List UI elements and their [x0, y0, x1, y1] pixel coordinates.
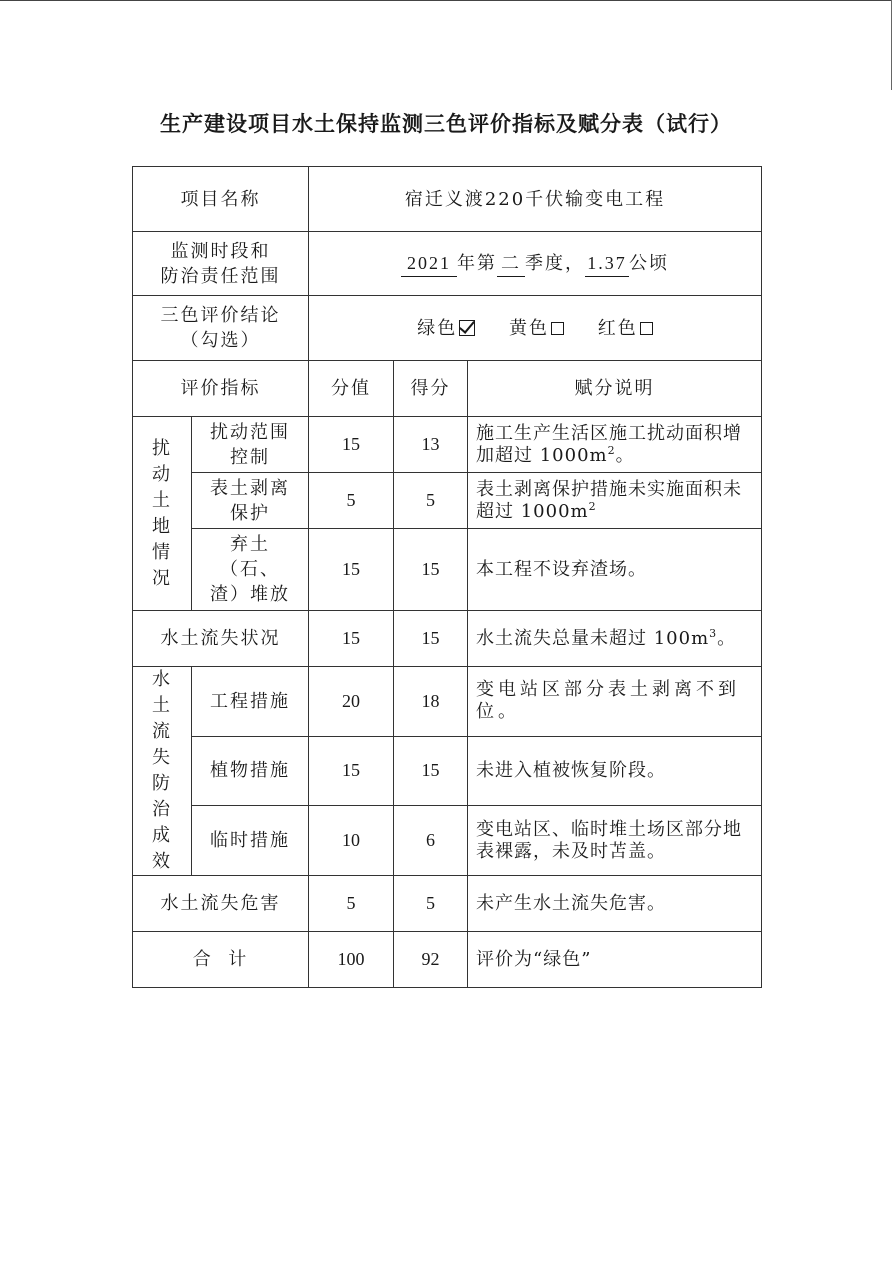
row-desc-text: 表土剥离保护措施未实施面积未超过 1000m	[476, 478, 742, 522]
row-score: 15	[394, 611, 468, 667]
row-score: 13	[394, 417, 468, 473]
project-name-label: 项目名称	[133, 167, 309, 232]
row-value: 15	[309, 529, 394, 611]
table-row	[133, 806, 762, 876]
row-item: 临时措施	[192, 806, 309, 876]
project-name-value: 宿迁义渡220千伏输变电工程	[309, 167, 762, 232]
row-item: 表土剥离保护	[192, 473, 309, 529]
row-value: 15	[309, 417, 394, 473]
row-score: 18	[394, 667, 468, 737]
period-row	[133, 232, 762, 296]
row-score: 15	[394, 736, 468, 806]
row-score: 6	[394, 806, 468, 876]
row-desc-sup: 2	[588, 499, 597, 513]
table-row	[133, 417, 762, 473]
period-label	[133, 232, 309, 296]
period-label-line2: 防治责任范围	[160, 265, 281, 287]
option-yellow[interactable]	[509, 318, 564, 339]
conclusion-options	[309, 296, 762, 361]
checked-box-icon[interactable]	[459, 320, 475, 336]
header-indicator: 评价指标	[133, 361, 309, 417]
row-desc-tail: 。	[717, 627, 737, 649]
row-item: 工程措施	[192, 667, 309, 737]
checkbox-icon[interactable]	[640, 322, 653, 335]
option-yellow-label: 黄色	[509, 317, 550, 339]
total-score: 92	[394, 932, 468, 988]
row-desc-sup: 2	[607, 443, 616, 457]
row-value: 15	[309, 736, 394, 806]
conclusion-label	[133, 296, 309, 361]
header-explanation: 赋分说明	[468, 361, 762, 417]
conclusion-row	[133, 296, 762, 361]
option-green[interactable]	[417, 318, 475, 339]
row-desc: 变电站区、临时堆土场区部分地表裸露，未及时苫盖。	[468, 806, 762, 876]
total-desc: 评价为“绿色”	[468, 932, 762, 988]
total-row	[133, 932, 762, 988]
row-score: 15	[394, 529, 468, 611]
total-value: 100	[309, 932, 394, 988]
page-top-border	[0, 0, 892, 1]
row-value: 5	[309, 876, 394, 932]
row-desc: 未产生水土流失危害。	[468, 876, 762, 932]
table-row	[133, 529, 762, 611]
conclusion-label-line1: 三色评价结论	[160, 305, 281, 326]
header-score: 得分	[394, 361, 468, 417]
table-row	[133, 876, 762, 932]
document-title: 生产建设项目水土保持监测三色评价指标及赋分表（试行）	[160, 111, 732, 136]
table-row	[133, 473, 762, 529]
area-unit: 公顷	[629, 252, 670, 274]
year-value: 2021	[401, 251, 457, 277]
project-name-row	[133, 167, 762, 232]
group-disturbance: 扰动土地情况	[133, 417, 192, 611]
quarter-value: 二	[497, 251, 525, 277]
row-item: 扰动范围控制	[192, 417, 309, 473]
row-score: 5	[394, 473, 468, 529]
row-desc: 未进入植被恢复阶段。	[468, 736, 762, 806]
option-red[interactable]	[598, 318, 653, 339]
row-item: 植物措施	[192, 736, 309, 806]
row-value: 15	[309, 611, 394, 667]
row-desc	[468, 611, 762, 667]
row-item: 水土流失状况	[133, 611, 309, 667]
group-prevention: 水土流失防治成效	[133, 667, 192, 876]
row-desc-text: 施工生产生活区施工扰动面积增加超过 1000m	[476, 422, 742, 466]
year-suffix: 年第	[457, 252, 498, 274]
row-value: 10	[309, 806, 394, 876]
row-desc-text: 水土流失总量未超过 100m	[476, 627, 710, 649]
row-item: 弃土（石、渣）堆放	[192, 529, 309, 611]
option-green-label: 绿色	[417, 317, 458, 339]
total-label: 合 计	[133, 932, 309, 988]
option-red-label: 红色	[597, 317, 638, 339]
evaluation-table	[132, 166, 762, 988]
row-value: 5	[309, 473, 394, 529]
row-desc-tail: 。	[615, 444, 635, 466]
row-desc: 变电站区部分表土剥离不到位。	[468, 667, 762, 737]
table-header-row	[133, 361, 762, 417]
conclusion-label-line2: （勾选）	[180, 330, 261, 351]
header-score-value: 分值	[309, 361, 394, 417]
area-value: 1.37	[585, 251, 629, 277]
row-desc	[468, 473, 762, 529]
row-desc: 本工程不设弃渣场。	[468, 529, 762, 611]
row-desc	[468, 417, 762, 473]
row-item: 水土流失危害	[133, 876, 309, 932]
period-value	[309, 232, 762, 296]
period-label-line1: 监测时段和	[170, 240, 271, 262]
checkbox-icon[interactable]	[551, 322, 564, 335]
table-row	[133, 736, 762, 806]
row-score: 5	[394, 876, 468, 932]
row-value: 20	[309, 667, 394, 737]
row-desc-sup: 3	[709, 626, 718, 640]
quarter-suffix: 季度，	[525, 252, 586, 274]
table-row	[133, 667, 762, 737]
table-row	[133, 611, 762, 667]
